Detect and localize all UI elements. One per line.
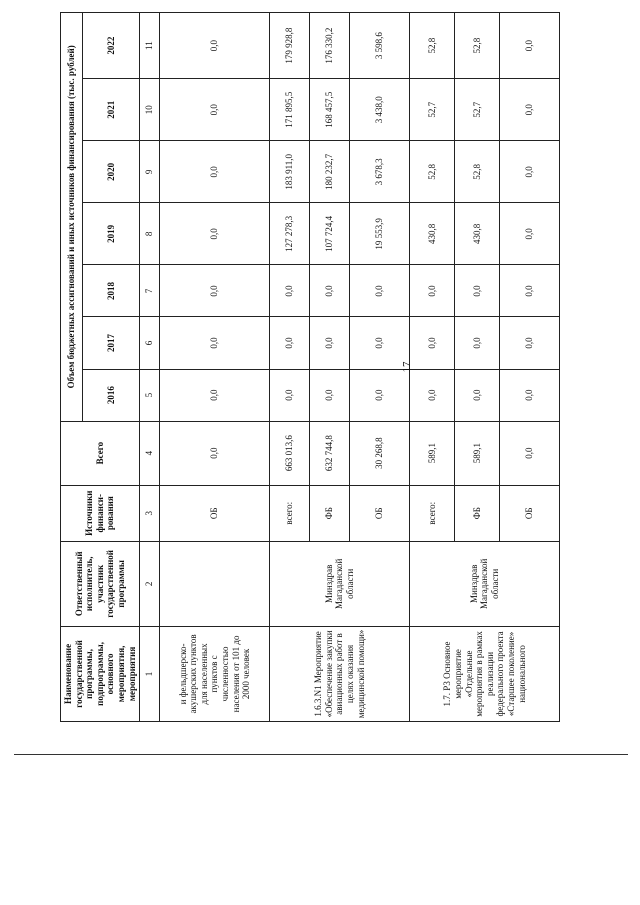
row-source: ОБ — [160, 485, 270, 541]
row-value: 0,0 — [500, 317, 560, 369]
row-value: 52,8 — [410, 13, 455, 79]
column-number: 5 — [140, 369, 160, 421]
row-value: 0,0 — [500, 369, 560, 421]
row-total: 663 013,6 — [270, 421, 310, 485]
row-value: 0,0 — [270, 369, 310, 421]
row-total: 0,0 — [500, 421, 560, 485]
row-value: 430,8 — [410, 203, 455, 265]
column-number: 11 — [140, 13, 160, 79]
column-number: 7 — [140, 265, 160, 317]
rotated-page-content — [60, 12, 620, 722]
row-value: 0,0 — [160, 141, 270, 203]
row-value: 0,0 — [310, 369, 350, 421]
row-value: 0,0 — [500, 79, 560, 141]
row-value: 183 911,0 — [270, 141, 310, 203]
col-name-header: Наименование государственной программы, подпрограммы, основного мероприятия, мероприятия — [61, 626, 140, 721]
row-value: 0,0 — [350, 369, 410, 421]
row-executor — [160, 541, 270, 626]
year-header: 2018 — [83, 265, 140, 317]
row-value: 0,0 — [455, 317, 500, 369]
year-header: 2021 — [83, 79, 140, 141]
page-number: 17 — [401, 361, 413, 373]
year-header: 2022 — [83, 13, 140, 79]
row-value: 179 928,8 — [270, 13, 310, 79]
row-source: всего: — [270, 485, 310, 541]
row-value: 0,0 — [160, 317, 270, 369]
row-value: 0,0 — [500, 203, 560, 265]
row-value: 52,7 — [455, 79, 500, 141]
row-source: всего: — [410, 485, 455, 541]
row-value: 176 330,2 — [310, 13, 350, 79]
column-number: 2 — [140, 541, 160, 626]
row-executor: Минздрав Магаданской области — [270, 541, 410, 626]
row-value: 0,0 — [410, 369, 455, 421]
row-source: ФБ — [455, 485, 500, 541]
row-value: 3 438,0 — [350, 79, 410, 141]
table-row — [270, 13, 310, 722]
row-value: 171 895,5 — [270, 79, 310, 141]
column-number: 1 — [140, 626, 160, 721]
row-total: 589,1 — [455, 421, 500, 485]
row-value: 0,0 — [310, 317, 350, 369]
year-header: 2017 — [83, 317, 140, 369]
row-source: ФБ — [310, 485, 350, 541]
row-total: 30 268,8 — [350, 421, 410, 485]
row-value: 127 278,3 — [270, 203, 310, 265]
row-executor: Минздрав Магаданской области — [410, 541, 560, 626]
row-value: 0,0 — [410, 265, 455, 317]
col-executor-header: Ответственный исполнитель, участник государственной программы — [61, 541, 140, 626]
row-value: 0,0 — [160, 369, 270, 421]
row-value: 3 598,6 — [350, 13, 410, 79]
col-sources-header: Источники финанси-рования — [61, 485, 140, 541]
row-value: 19 553,9 — [350, 203, 410, 265]
row-value: 168 457,5 — [310, 79, 350, 141]
row-value: 0,0 — [350, 265, 410, 317]
row-name: 1.6.3.N1 Мероприятие «Обеспечение закупки авиационных работ в целях оказания медицинской помощи» — [270, 626, 410, 721]
row-total: 632 744,8 — [310, 421, 350, 485]
row-value: 0,0 — [160, 203, 270, 265]
column-number-row — [140, 13, 160, 722]
column-number: 9 — [140, 141, 160, 203]
row-value: 0,0 — [500, 13, 560, 79]
row-value: 0,0 — [160, 265, 270, 317]
row-value: 0,0 — [160, 79, 270, 141]
column-number: 3 — [140, 485, 160, 541]
row-value: 52,8 — [455, 141, 500, 203]
year-header: 2019 — [83, 203, 140, 265]
row-value: 3 678,3 — [350, 141, 410, 203]
row-value: 0,0 — [350, 317, 410, 369]
row-value: 430,8 — [455, 203, 500, 265]
col-funding-header: Объем бюджетных ассигнований и иных источников финансирования (тыс. рублей) — [61, 13, 83, 422]
header-row — [61, 13, 83, 722]
col-total-header: Всего — [61, 421, 140, 485]
row-value: 52,7 — [410, 79, 455, 141]
row-source: ОБ — [350, 485, 410, 541]
row-name: и фельдшерско-акушерских пунктов для населенных пунктов с численностью населения от 101 до 2000 человек — [160, 626, 270, 721]
year-header: 2020 — [83, 141, 140, 203]
column-number: 8 — [140, 203, 160, 265]
column-number: 6 — [140, 317, 160, 369]
row-value: 0,0 — [310, 265, 350, 317]
row-name: 1.7. P3 Основное мероприятие «Отдельные мероприятия в рамках реализации федерального проекта «Старшее поколение» национального — [410, 626, 560, 721]
row-source: ОБ — [500, 485, 560, 541]
row-value: 0,0 — [270, 317, 310, 369]
column-number: 4 — [140, 421, 160, 485]
row-value: 0,0 — [455, 265, 500, 317]
row-value: 0,0 — [500, 265, 560, 317]
row-value: 0,0 — [500, 141, 560, 203]
row-value: 0,0 — [160, 13, 270, 79]
column-number: 10 — [140, 79, 160, 141]
row-total: 589,1 — [410, 421, 455, 485]
funding-table — [60, 12, 560, 722]
horizontal-rule — [14, 754, 628, 755]
row-value: 0,0 — [410, 317, 455, 369]
row-value: 180 232,7 — [310, 141, 350, 203]
row-value: 52,8 — [455, 13, 500, 79]
row-value: 0,0 — [455, 369, 500, 421]
row-value: 0,0 — [270, 265, 310, 317]
table-row — [410, 13, 455, 722]
year-header: 2016 — [83, 369, 140, 421]
row-value: 52,8 — [410, 141, 455, 203]
row-total: 0,0 — [160, 421, 270, 485]
table-row — [160, 13, 270, 722]
row-value: 107 724,4 — [310, 203, 350, 265]
